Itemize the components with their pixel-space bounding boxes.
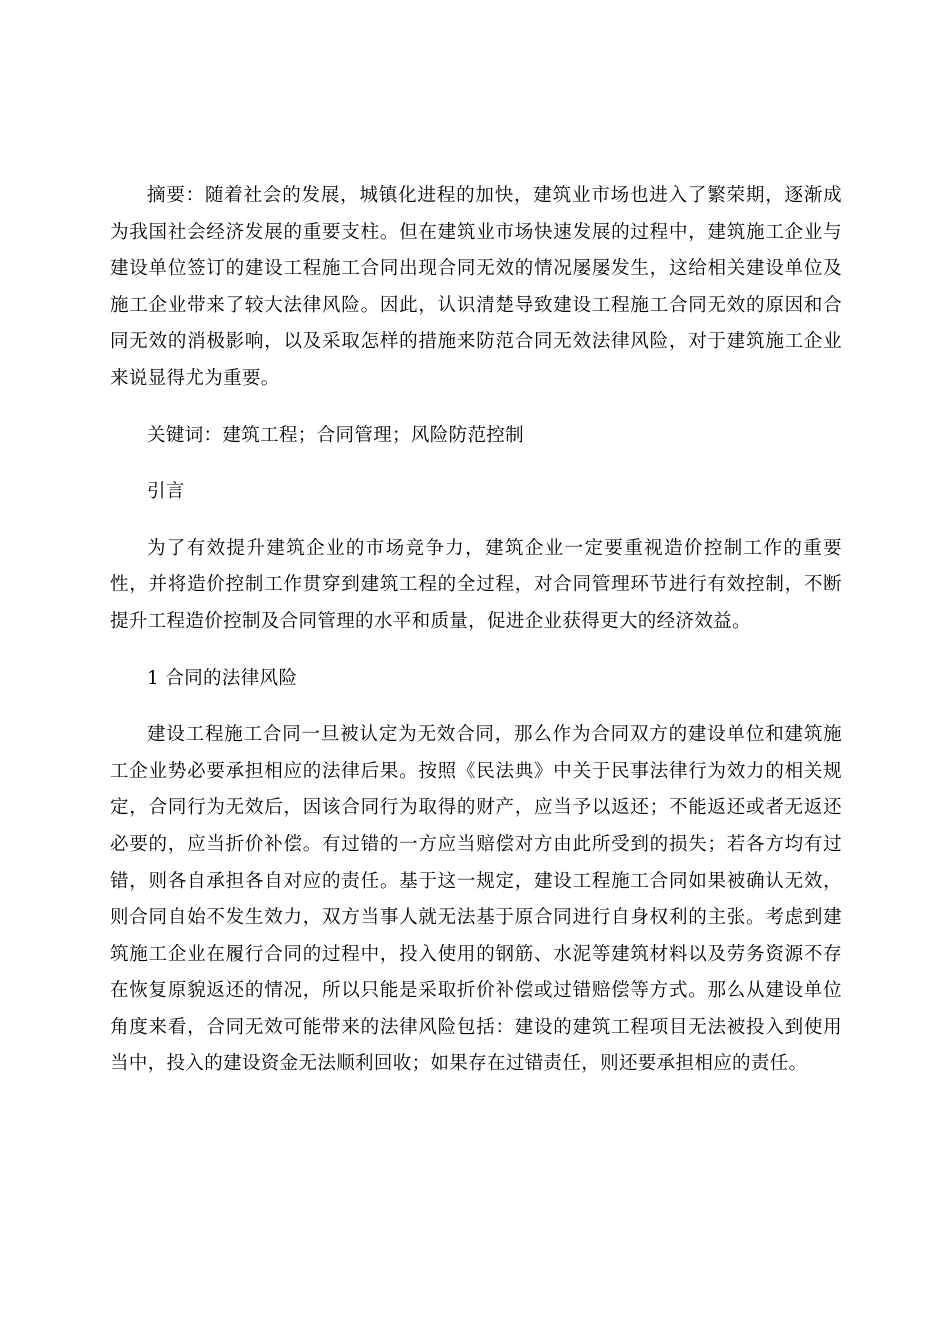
section1-heading: 1 合同的法律风险 <box>147 667 298 689</box>
intro-paragraph: 为了有效提升建筑企业的市场竞争力，建筑企业一定要重视造价控制工作的重要性，并将造价控制工作贯穿到建筑工程的全过程，对合同管理环节进行有效控制，不断提升工程造价控制及合同管理的水平和质量，促进企业获得更大的经济效益。 <box>110 537 842 632</box>
keywords-line: 关键词：建筑工程；合同管理；风险防范控制 <box>147 424 525 446</box>
intro-heading: 引言 <box>147 481 185 503</box>
section1-paragraph: 建设工程施工合同一旦被认定为无效合同，那么作为合同双方的建设单位和建筑施工企业势必要承担相应的法律后果。按照《民法典》中关于民事法律行为效力的相关规定，合同行为无效后，因该合同行为取得的财产，应当予以返还；不能返还或者无返还必要的，应当折价补偿。有过错的一方应当赔偿对方由此所受到的损失；若各方均有过错，则各自承担各自对应的责任。基于这一规定，建设工程施工合同如果被确认无效，则合同自始不发生效力，双方当事人就无法基于原合同进行自身权利的主张。考虑到建筑施工企业在履行合同的过程中，投入使用的钢筋、水泥等建筑材料以及劳务资源不存在恢复原貌返还的情况，所以只能是采取折价补偿或过错赔偿等方式。那么从建设单位角度来看，合同无效可能带来的法律风险包括：建设的建筑工程项目无法被投入到使用当中，投入的建设资金无法顺利回收；如果存在过错责任，则还要承担相应的责任。 <box>110 724 842 1075</box>
document-body <box>110 178 842 1083</box>
abstract-paragraph: 摘要：随着社会的发展，城镇化进程的加快，建筑业市场也进入了繁荣期，逐渐成为我国社会经济发展的重要支柱。但在建筑业市场快速发展的过程中，建筑施工企业与建设单位签订的建设工程施工合同出现合同无效的情况屡屡发生，这给相关建设单位及施工企业带来了较大法律风险。因此，认识清楚导致建设工程施工合同无效的原因和合同无效的消极影响，以及采取怎样的措施来防范合同无效法律风险，对于建筑施工企业来说显得尤为重要。 <box>110 185 842 389</box>
